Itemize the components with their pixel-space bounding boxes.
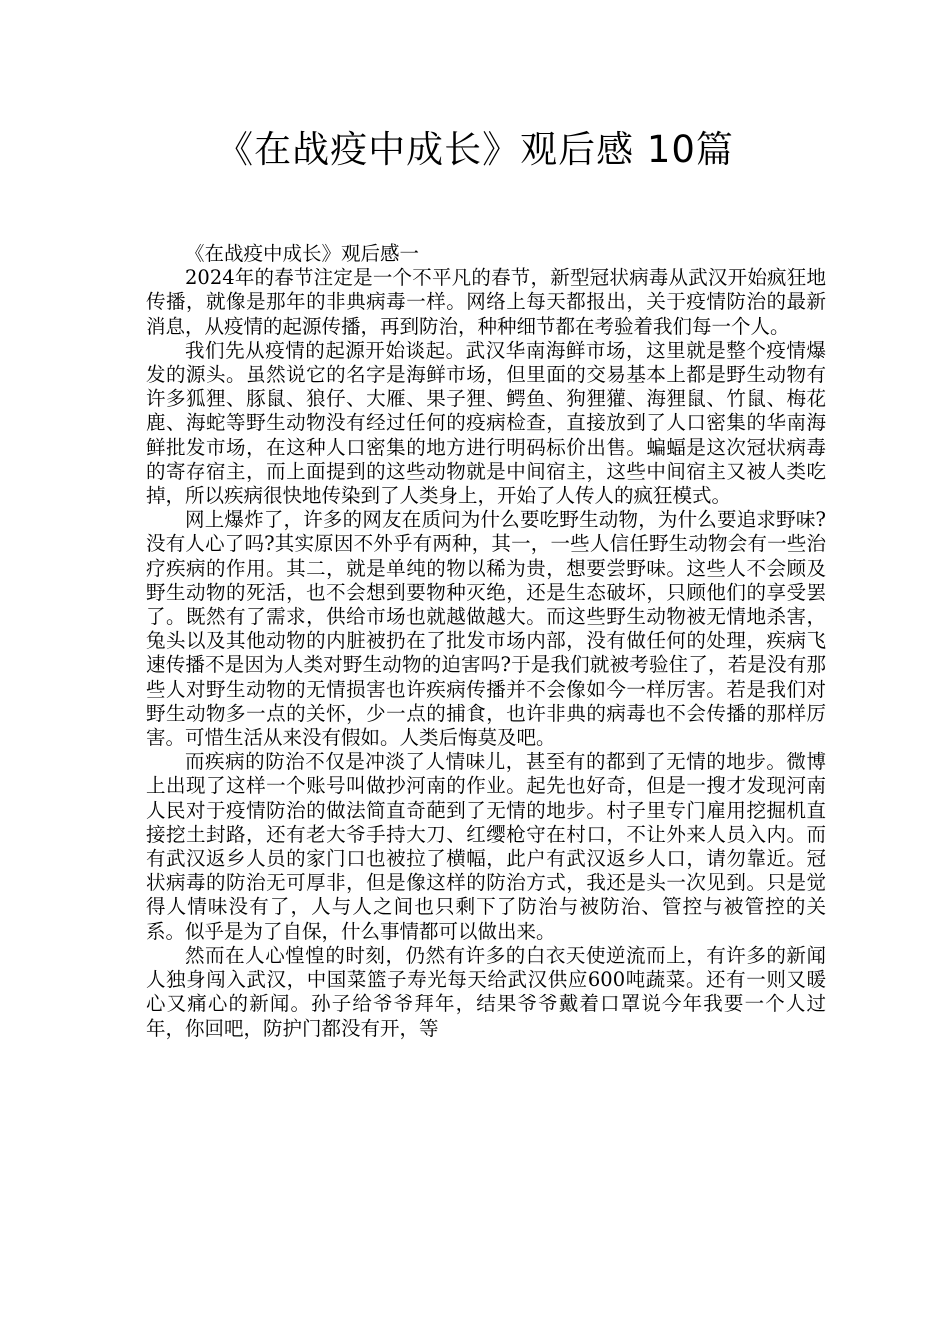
paragraph-2: 我们先从疫情的起源开始谈起。武汉华南海鲜市场，这里就是整个疫情爆发的源头。虽然说它的名字是海鲜市场，但里面的交易基本上都是野生动物有许多狐狸、豚鼠、狼仔、大雁、果子狸、鳄鱼、狗狸獾、海狸鼠、竹鼠、梅花鹿、海蛇等野生动物没有经过任何的疫病检查，直接放到了人口密集的华南海鲜批发市场，在这种人口密集的地方进行明码标价出售。蝙蝠是这次冠状病毒的寄存宿主，而上面提到的这些动物就是中间宿主，这些中间宿主又被人类吃掉，所以疾病很快地传染到了人类身上，开始了人传人的疯狂模式。 <box>146 338 826 508</box>
paragraph-3: 网上爆炸了，许多的网友在质问为什么要吃野生动物，为什么要追求野味?没有人心了吗?其实原因不外乎有两种，其一，一些人信任野生动物会有一些治疗疾病的作用。其二，就是单纯的物以稀为贵，想要尝野味。这些人不会顾及野生动物的死活，也不会想到要物种灭绝，还是生态破坏，只顾他们的享受罢了。既然有了需求，供给市场也就越做越大。而这些野生动物被无情地杀害，兔头以及其他动物的内脏被扔在了批发市场内部，没有做任何的处理，疾病飞速传播不是因为人类对野生动物的迫害吗?于是我们就被考验住了，若是没有那些人对野生动物的无情损害也许疾病传播并不会像如今一样厉害。若是我们对野生动物多一点的关怀，少一点的捕食，也许非典的病毒也不会传播的那样厉害。可惜生活从来没有假如。人类后悔莫及吧。 <box>146 508 826 750</box>
document-title: 《在战疫中成长》观后感 10篇 <box>216 128 734 171</box>
paragraph-1: 2024年的春节注定是一个不平凡的春节，新型冠状病毒从武汉开始疯狂地传播，就像是那年的非典病毒一样。网络上每天都报出，关于疫情防治的最新消息，从疫情的起源传播，再到防治，种种细节都在考验着我们每一个人。 <box>146 266 826 338</box>
paragraph-4: 而疾病的防治不仅是冲淡了人情味儿，甚至有的都到了无情的地步。微博上出现了这样一个账号叫做抄河南的作业。起先也好奇，但是一搜才发现河南人民对于疫情防治的做法简直奇葩到了无情的地步。村子里专门雇用挖掘机直接挖土封路，还有老大爷手持大刀、红缨枪守在村口，不让外来人员入内。而有武汉返乡人员的家门口也被拉了横幅，此户有武汉返乡人口，请勿靠近。冠状病毒的防治无可厚非，但是像这样的防治方式，我还是头一次见到。只是觉得人情味没有了，人与人之间也只剩下了防治与被防治、管控与被管控的关系。似乎是为了自保，什么事情都可以做出来。 <box>146 750 826 943</box>
document-body <box>146 242 826 1041</box>
paragraph-5: 然而在人心惶惶的时刻，仍然有许多的白衣天使逆流而上，有许多的新闻人独身闯入武汉，中国菜篮子寿光每天给武汉供应600吨蔬菜。还有一则又暖心又痛心的新闻。孙子给爷爷拜年，结果爷爷戴着口罩说今年我要一个人过年，你回吧，防护门都没有开，等 <box>146 943 826 1040</box>
section-heading: 《在战疫中成长》观后感一 <box>185 242 420 265</box>
